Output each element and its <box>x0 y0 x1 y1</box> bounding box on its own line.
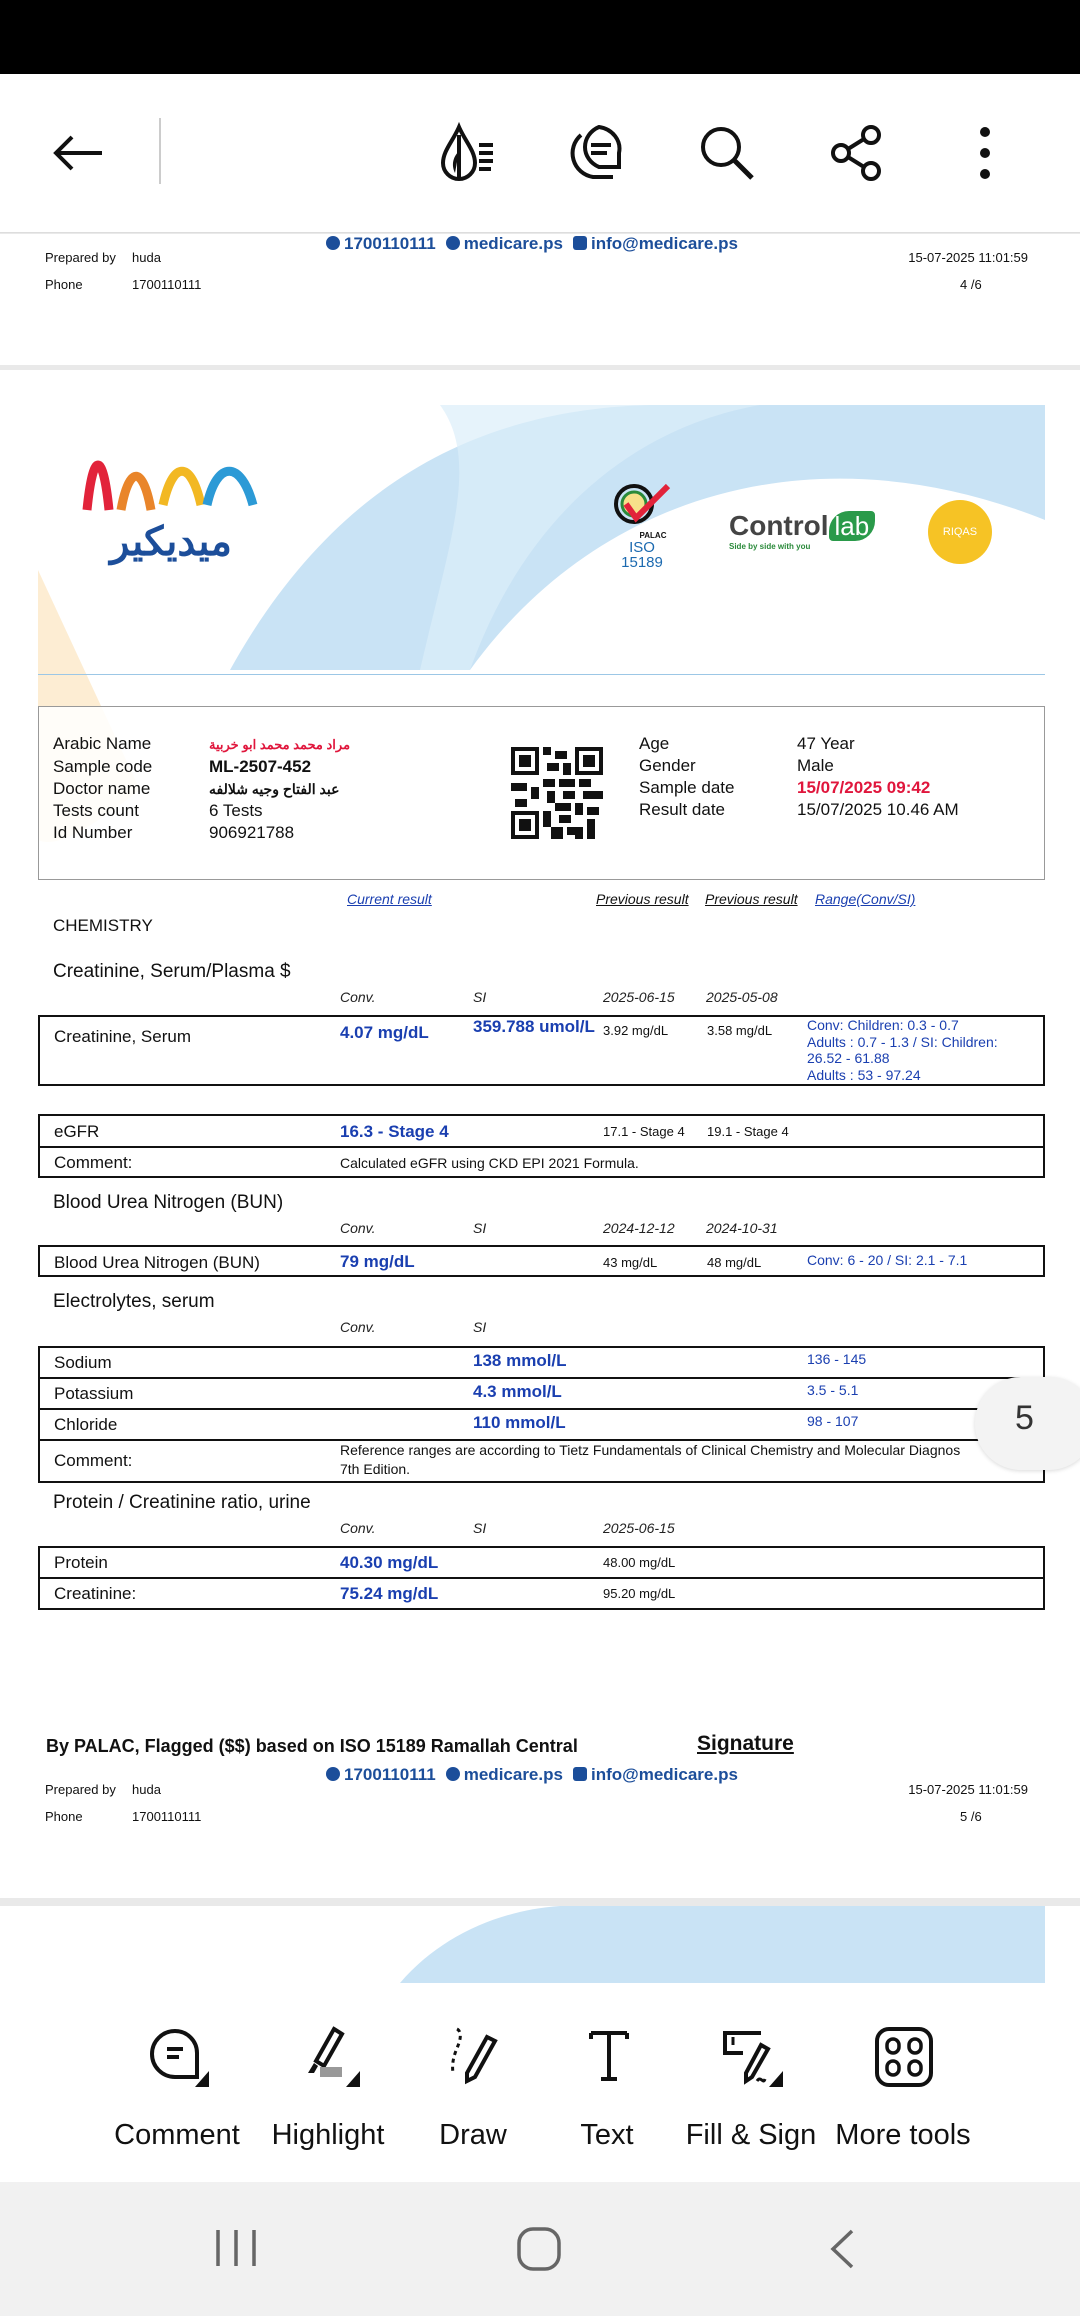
contact-line: 1700110111 medicare.ps info@medicare.ps <box>326 1765 738 1785</box>
comment-text: 7th Edition. <box>340 1461 411 1477</box>
system-nav-bar <box>0 2182 1080 2316</box>
date-header: 2025-06-15 <box>603 1520 675 1536</box>
comment-text: Calculated eGFR using CKD EPI 2021 Formula. <box>340 1155 639 1171</box>
tool-more-tools[interactable]: More tools <box>828 1983 978 2182</box>
comment-icon <box>147 2025 211 2089</box>
test-group-title: Electrolytes, serum <box>53 1291 215 1312</box>
recent-apps-icon[interactable] <box>214 2228 258 2268</box>
info-row: Sample date 15/07/2025 09:42 <box>639 778 931 797</box>
si-value: 110 mmol/L <box>473 1413 566 1432</box>
previous-value: 43 mg/dL <box>603 1255 658 1270</box>
date-header: 2024-10-31 <box>706 1220 778 1236</box>
reference-range: Conv: 6 - 20 / SI: 2.1 - 7.1 <box>807 1252 968 1268</box>
protein-table <box>38 1546 1045 1610</box>
print-datetime: 15-07-2025 11:01:59 <box>908 1782 1028 1797</box>
phone-label: Phone <box>45 277 83 292</box>
pdf-page-6-fragment <box>0 1906 1080 1983</box>
info-row: Tests count 6 Tests <box>53 801 263 820</box>
previous-value: 3.92 mg/dL <box>603 1023 669 1038</box>
comment-label: Comment: <box>54 1153 133 1172</box>
back-icon[interactable] <box>45 120 111 186</box>
page-number: 5 /6 <box>960 1809 982 1824</box>
print-datetime: 15-07-2025 11:01:59 <box>908 250 1028 265</box>
comment-label: Comment: <box>54 1451 133 1470</box>
test-group-title: Protein / Creatinine ratio, urine <box>53 1492 311 1513</box>
reference-range: Conv: Children: 0.3 - 0.7 Adults : 0.7 - 1.3 / SI: Children: 26.52 - 61.88 Adults : 53 - 97.24 <box>807 1017 998 1083</box>
qr-code <box>511 747 603 839</box>
email-icon <box>573 236 587 250</box>
test-name: Creatinine: <box>54 1584 137 1603</box>
phone-value: 1700110111 <box>132 1809 202 1824</box>
test-group-title: Creatinine, Serum/Plasma $ <box>53 961 291 982</box>
fill-sign-icon <box>721 2025 785 2089</box>
info-row: Arabic Name مراد محمد محمد ابو خربية <box>53 734 351 753</box>
previous-value: 3.58 mg/dL <box>707 1023 773 1038</box>
signature-label: Signature <box>697 1732 794 1755</box>
prepared-by-value: huda <box>132 250 161 265</box>
phone-icon <box>326 1767 340 1781</box>
page-number: 4 /6 <box>960 277 982 292</box>
conv-value: 79 mg/dL <box>340 1252 415 1271</box>
email-icon <box>573 1767 587 1781</box>
pdf-page-5 <box>0 370 1080 1898</box>
prepared-by-label: Prepared by <box>45 1782 116 1797</box>
test-name: Sodium <box>54 1353 112 1372</box>
share-icon[interactable] <box>824 120 890 186</box>
more-tools-icon <box>873 2025 937 2089</box>
conv-value: 4.07 mg/dL <box>340 1023 429 1042</box>
info-row: Doctor name عبد الفتاح وجيه شلالفه <box>53 779 340 798</box>
reference-range: 136 - 145 <box>807 1351 867 1367</box>
conv-header: Conv. <box>340 1319 376 1335</box>
conv-header: Conv. <box>340 1520 376 1536</box>
contact-line: 1700110111 medicare.ps info@medicare.ps <box>326 234 738 254</box>
patient-info-box <box>38 706 1045 880</box>
si-value: 4.3 mmol/L <box>473 1382 562 1401</box>
comment-list-icon[interactable] <box>562 120 628 186</box>
tool-text[interactable]: Text <box>532 1983 682 2182</box>
previous-value: 19.1 - Stage 4 <box>707 1124 789 1139</box>
comment-text: Reference ranges are according to Tietz Fundamentals of Clinical Chemistry and Molecular Diagnos <box>340 1442 961 1458</box>
si-header: SI <box>473 1319 487 1335</box>
phone-icon <box>326 236 340 250</box>
divider <box>159 118 161 184</box>
prepared-by-label: Prepared by <box>45 250 116 265</box>
info-row: Sample code ML-2507-452 <box>53 757 312 776</box>
tool-highlight[interactable]: Highlight <box>253 1983 403 2182</box>
bottom-toolbar <box>0 1983 1080 2182</box>
medicare-logo: ميديكير <box>81 450 261 565</box>
palac-iso-logo: PALAC ISO 15189 <box>612 482 672 570</box>
si-header: SI <box>473 1520 487 1536</box>
info-row: Gender Male <box>639 756 834 775</box>
electrolytes-table <box>38 1346 1045 1483</box>
phone-value: 1700110111 <box>132 277 202 292</box>
previous-value: 48.00 mg/dL <box>603 1555 676 1570</box>
test-name: Creatinine, Serum <box>54 1027 192 1046</box>
tool-fill-sign[interactable]: Fill & Sign <box>676 1983 826 2182</box>
pdf-page-4-fragment <box>0 234 1080 365</box>
date-header: 2024-12-12 <box>603 1220 675 1236</box>
tool-draw[interactable]: Draw <box>398 1983 548 2182</box>
previous-value: 17.1 - Stage 4 <box>603 1124 685 1139</box>
phone-label: Phone <box>45 1809 83 1824</box>
si-header: SI <box>473 1220 487 1236</box>
header-divider <box>38 674 1045 675</box>
globe-icon <box>446 1767 460 1781</box>
si-header: SI <box>473 989 487 1005</box>
reference-range: 3.5 - 5.1 <box>807 1382 859 1398</box>
si-value: 138 mmol/L <box>473 1351 567 1370</box>
col-range: Range(Conv/SI) <box>815 891 916 907</box>
system-back-icon[interactable] <box>828 2228 856 2270</box>
info-row: Age 47 Year <box>639 734 855 753</box>
reference-range: 98 - 107 <box>807 1413 859 1429</box>
home-icon[interactable] <box>516 2226 562 2272</box>
previous-value: 48 mg/dL <box>707 1255 762 1270</box>
table-row <box>38 1114 1045 1178</box>
prepared-by-value: huda <box>132 1782 161 1797</box>
page-indicator-bubble[interactable]: 5 <box>975 1377 1080 1470</box>
si-value: 359.788 umol/L <box>473 1017 595 1036</box>
test-name: Chloride <box>54 1415 118 1434</box>
info-row: Id Number 906921788 <box>53 823 295 842</box>
table-row <box>38 1245 1045 1277</box>
conv-value: 75.24 mg/dL <box>340 1584 439 1603</box>
background-swoosh <box>0 1906 1080 1983</box>
conv-value: 16.3 - Stage 4 <box>340 1122 449 1141</box>
col-current-result: Current result <box>347 891 432 907</box>
more-vert-icon[interactable] <box>952 120 1018 186</box>
col-previous-result-1: Previous result <box>596 891 689 907</box>
test-group-title: Blood Urea Nitrogen (BUN) <box>53 1192 284 1213</box>
text-icon <box>577 2025 641 2089</box>
search-icon[interactable] <box>694 120 760 186</box>
conv-value: 40.30 mg/dL <box>340 1553 439 1572</box>
previous-value: 95.20 mg/dL <box>603 1586 676 1601</box>
highlight-icon <box>298 2025 362 2089</box>
status-bar <box>0 0 1080 74</box>
accreditation-note: By PALAC, Flagged ($$) based on ISO 15189 Ramallah Central <box>46 1736 578 1756</box>
col-previous-result-2: Previous result <box>705 891 798 907</box>
tool-comment[interactable]: Comment <box>102 1983 252 2182</box>
info-row: Result date 15/07/2025 10.46 AM <box>639 800 959 819</box>
draw-icon <box>443 2025 507 2089</box>
controllab-logo: Control lab Side by side with you <box>729 510 875 551</box>
conv-header: Conv. <box>340 1220 376 1236</box>
reading-mode-icon[interactable] <box>434 120 500 186</box>
section-title: CHEMISTRY <box>53 916 153 935</box>
globe-icon <box>446 236 460 250</box>
conv-header: Conv. <box>340 989 376 1005</box>
test-name: Potassium <box>54 1384 134 1403</box>
test-name: Protein <box>54 1553 108 1572</box>
table-row <box>38 1015 1045 1086</box>
test-name: Blood Urea Nitrogen (BUN) <box>54 1253 260 1272</box>
top-toolbar <box>0 74 1080 233</box>
riqas-logo: RIQAS <box>928 500 992 564</box>
date-header: 2025-05-08 <box>706 989 778 1005</box>
test-name: eGFR <box>54 1122 100 1141</box>
date-header: 2025-06-15 <box>603 989 675 1005</box>
